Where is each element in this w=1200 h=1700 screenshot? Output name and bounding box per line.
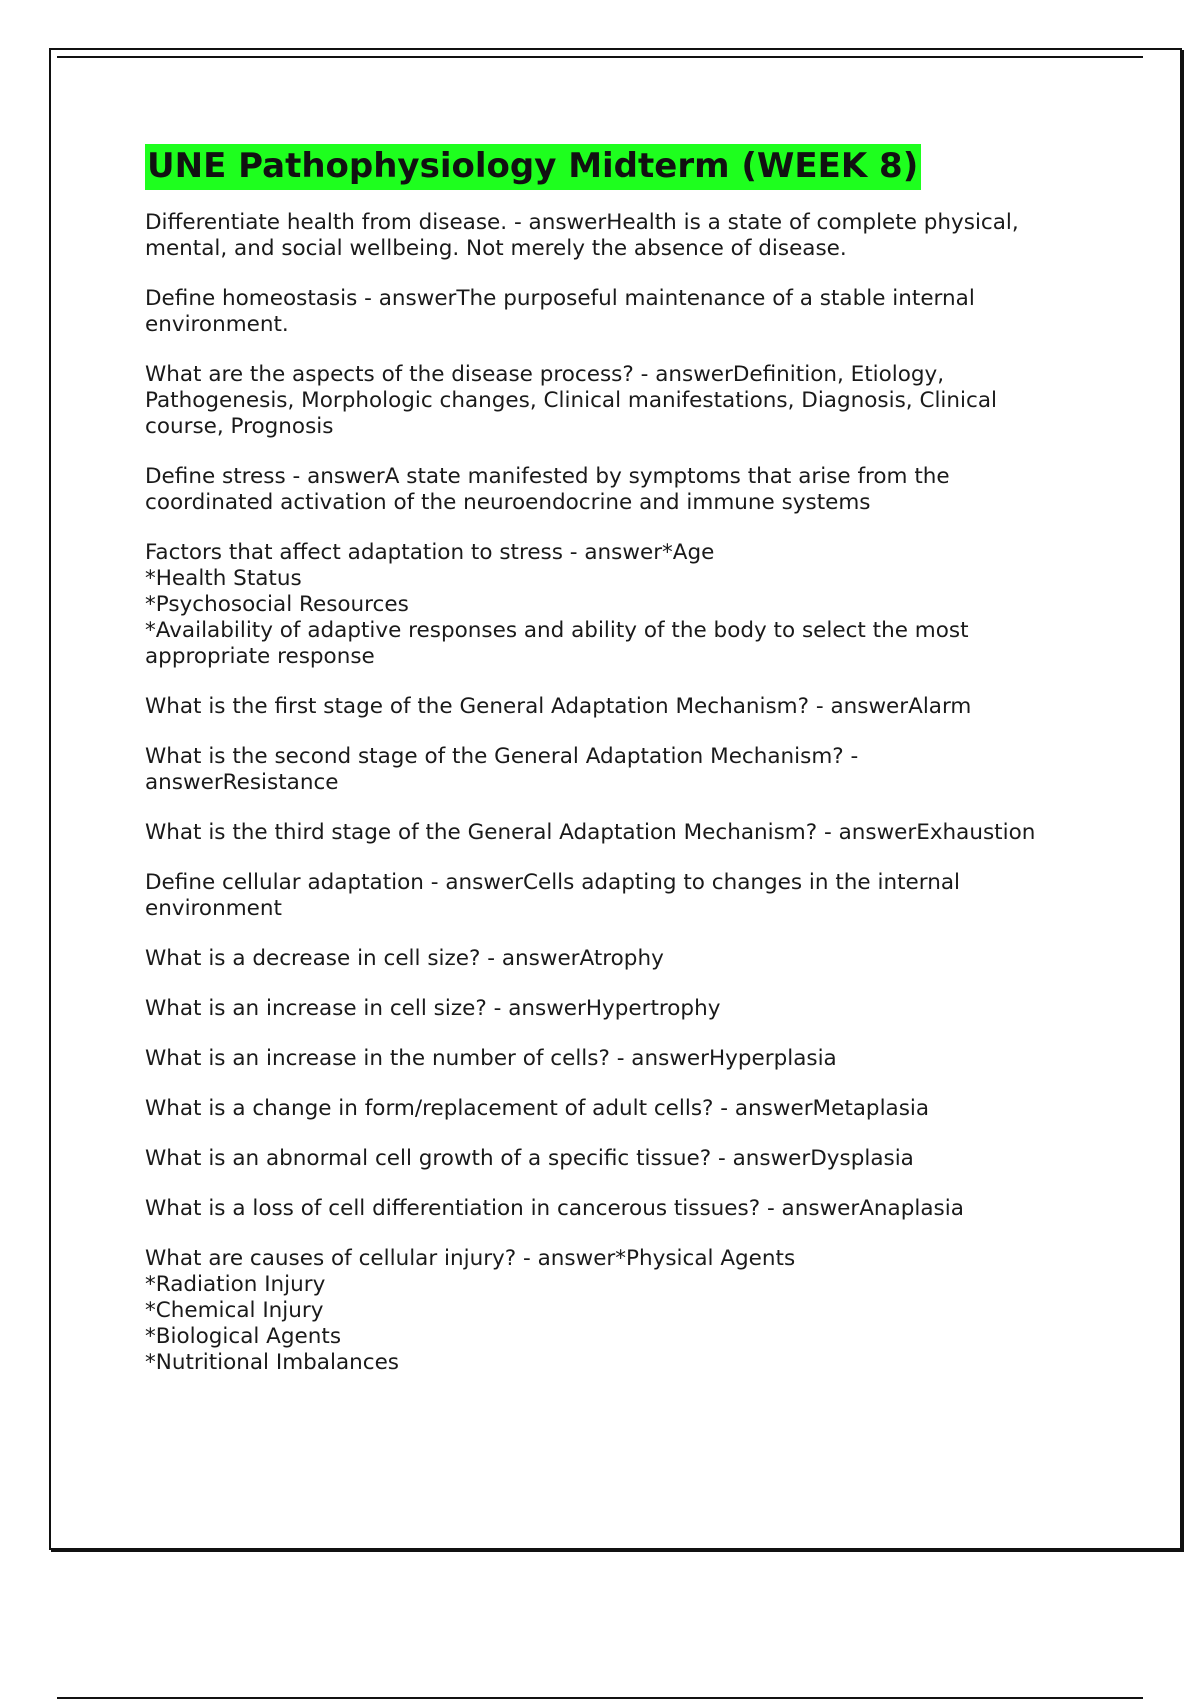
bottom-rule (57, 1697, 1143, 1699)
qa-entry: Define stress - answerA state manifested by symptoms that arise from the coordinated activation of the neuroendocrine and immune systems (145, 464, 950, 515)
qa-entry: Define homeostasis - answerThe purposeful maintenance of a stable internal environment. (145, 286, 975, 337)
qa-entry: Differentiate health from disease. - answerHealth is a state of complete physical, mental, and social wellbeing. Not merely the absence of disease. (145, 210, 1019, 261)
qa-entry: What is a loss of cell differentiation in cancerous tissues? - answerAnaplasia (145, 1196, 964, 1221)
qa-entry: What is a change in form/replacement of adult cells? - answerMetaplasia (145, 1096, 930, 1121)
qa-entry: What is an increase in the number of cells? - answerHyperplasia (145, 1046, 837, 1071)
qa-entry: What are the aspects of the disease process? - answerDefinition, Etiology, Pathogenesis, Morphologic changes, Clinical manifestations, Diagnosis, Clinical course, Prognosis (145, 362, 997, 439)
qa-entry: What is the first stage of the General Adaptation Mechanism? - answerAlarm (145, 694, 972, 719)
qa-entry: What is a decrease in cell size? - answerAtrophy (145, 946, 664, 971)
qa-entry: What is an increase in cell size? - answerHypertrophy (145, 996, 721, 1021)
qa-entry: Define cellular adaptation - answerCells adapting to changes in the internal environment (145, 870, 960, 921)
qa-entry: What is an abnormal cell growth of a specific tissue? - answerDysplasia (145, 1146, 914, 1171)
qa-entry: What is the second stage of the General Adaptation Mechanism? - answerResistance (145, 744, 859, 795)
document-body (145, 144, 1085, 1400)
qa-entry: Factors that affect adaptation to stress - answer*Age *Health Status *Psychosocial Resources *Availability of adaptive responses and ability of the body to select the most appropriate response (145, 540, 969, 669)
document-title: UNE Pathophysiology Midterm (WEEK 8) (145, 144, 921, 190)
qa-entry: What are causes of cellular injury? - answer*Physical Agents *Radiation Injury *Chemical Injury *Biological Agents *Nutritional Imbalances (145, 1246, 796, 1375)
qa-entry: What is the third stage of the General Adaptation Mechanism? - answerExhaustion (145, 820, 1036, 845)
